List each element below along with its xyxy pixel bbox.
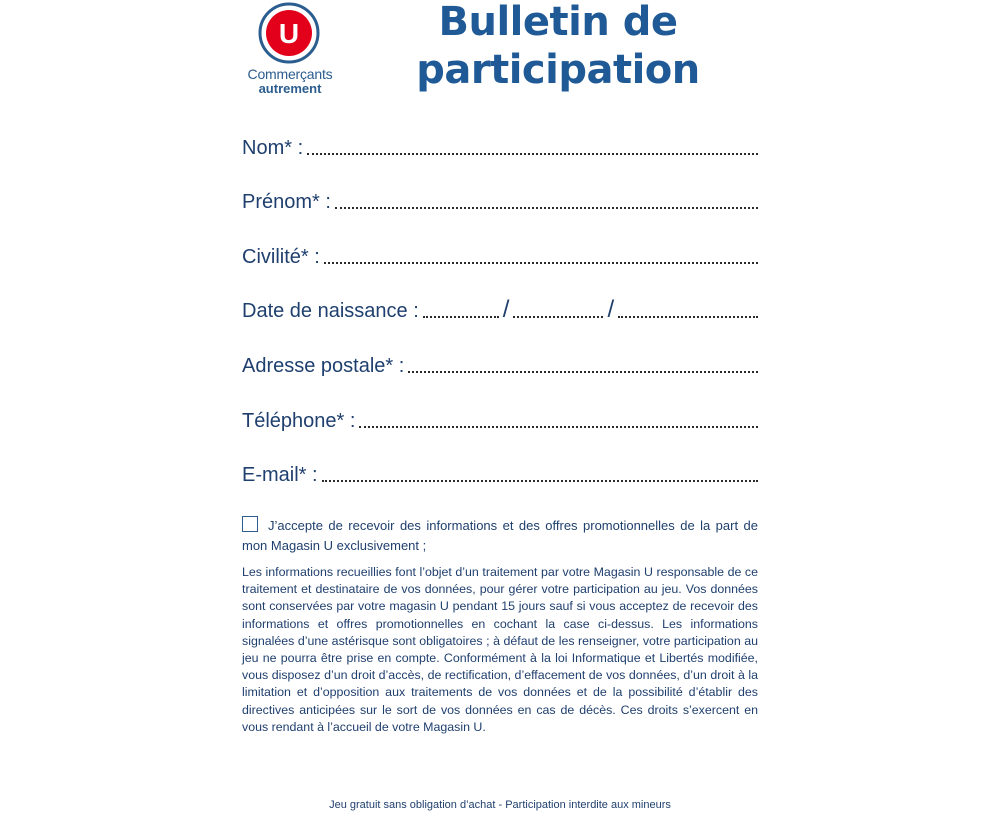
nom-field[interactable] xyxy=(242,132,758,160)
nom-input-line[interactable] xyxy=(307,153,758,155)
page-title-line1: Bulletin de xyxy=(438,0,678,45)
prenom-field[interactable] xyxy=(242,186,758,214)
prenom-input-line[interactable] xyxy=(335,207,758,209)
date-separator: / xyxy=(502,296,510,323)
email-field[interactable] xyxy=(242,459,758,487)
footer-note: Jeu gratuit sans obligation d’achat - Participation interdite aux mineurs xyxy=(329,799,671,811)
telephone-label: Téléphone* : xyxy=(242,410,356,432)
page-title xyxy=(380,0,736,94)
date-separator: / xyxy=(607,296,615,323)
email-input-line[interactable] xyxy=(322,480,758,482)
consent-checkbox[interactable] xyxy=(242,516,258,532)
nom-label: Nom* : xyxy=(242,137,304,159)
legal-notice: Les informations recueillies font l’objet d’un traitement par votre Magasin U responsable de ce traitement et destinataire de vos données, pour gérer votre participation au jeu. Vos données sont conservées par votre magasin U pendant 15 jours sauf si vous acceptez de recevoir des informations et offres promotionnelles en cochant la case ci-dessus. Les informations signalées d’une astérisque sont obligatoires ; à défaut de les renseigner, votre participation au jeu ne pourra être prise en compte. Conformément à la loi Informatique et Libertés modifiée, vous disposez d’un droit d’accès, de rectification, d’effacement de vos données, d’un droit à la limitation et d’opposition aux traitements de vos données et de la possibilité d’établir des directives anticipées sur le sort de vos données en cas de décès. Ces droits s’exercent en vous rendant à l’accueil de votre Magasin U. xyxy=(242,565,758,734)
date-month-input-line[interactable] xyxy=(513,316,603,318)
page-title-line2: participation xyxy=(416,47,700,93)
email-label: E-mail* : xyxy=(242,464,318,486)
logo-tagline-line2: autrement xyxy=(258,81,322,96)
prenom-label: Prénom* : xyxy=(242,191,331,213)
telephone-input-line[interactable] xyxy=(359,426,758,428)
consent-text: J’accepte de recevoir des informations et des offres promotionnelles de la part de mon Magasin U exclusivement ; xyxy=(242,518,758,553)
logo-tagline-line1: Commerçants xyxy=(247,66,333,82)
adresse-label: Adresse postale* : xyxy=(242,355,405,377)
u-logo-icon xyxy=(258,2,320,64)
adresse-field[interactable] xyxy=(242,350,758,378)
adresse-input-line[interactable] xyxy=(408,371,758,373)
civilite-input-line[interactable] xyxy=(324,262,758,264)
date-year-input-line[interactable] xyxy=(618,316,758,318)
telephone-field[interactable] xyxy=(242,405,758,433)
date-naissance-label: Date de naissance : xyxy=(242,300,419,322)
civilite-label: Civilité* : xyxy=(242,246,320,268)
date-day-input-line[interactable] xyxy=(423,316,499,318)
civilite-field[interactable] xyxy=(242,241,758,269)
date-naissance-field[interactable] xyxy=(242,295,758,323)
logo-letter: U xyxy=(278,18,300,49)
consent-row xyxy=(242,516,758,556)
